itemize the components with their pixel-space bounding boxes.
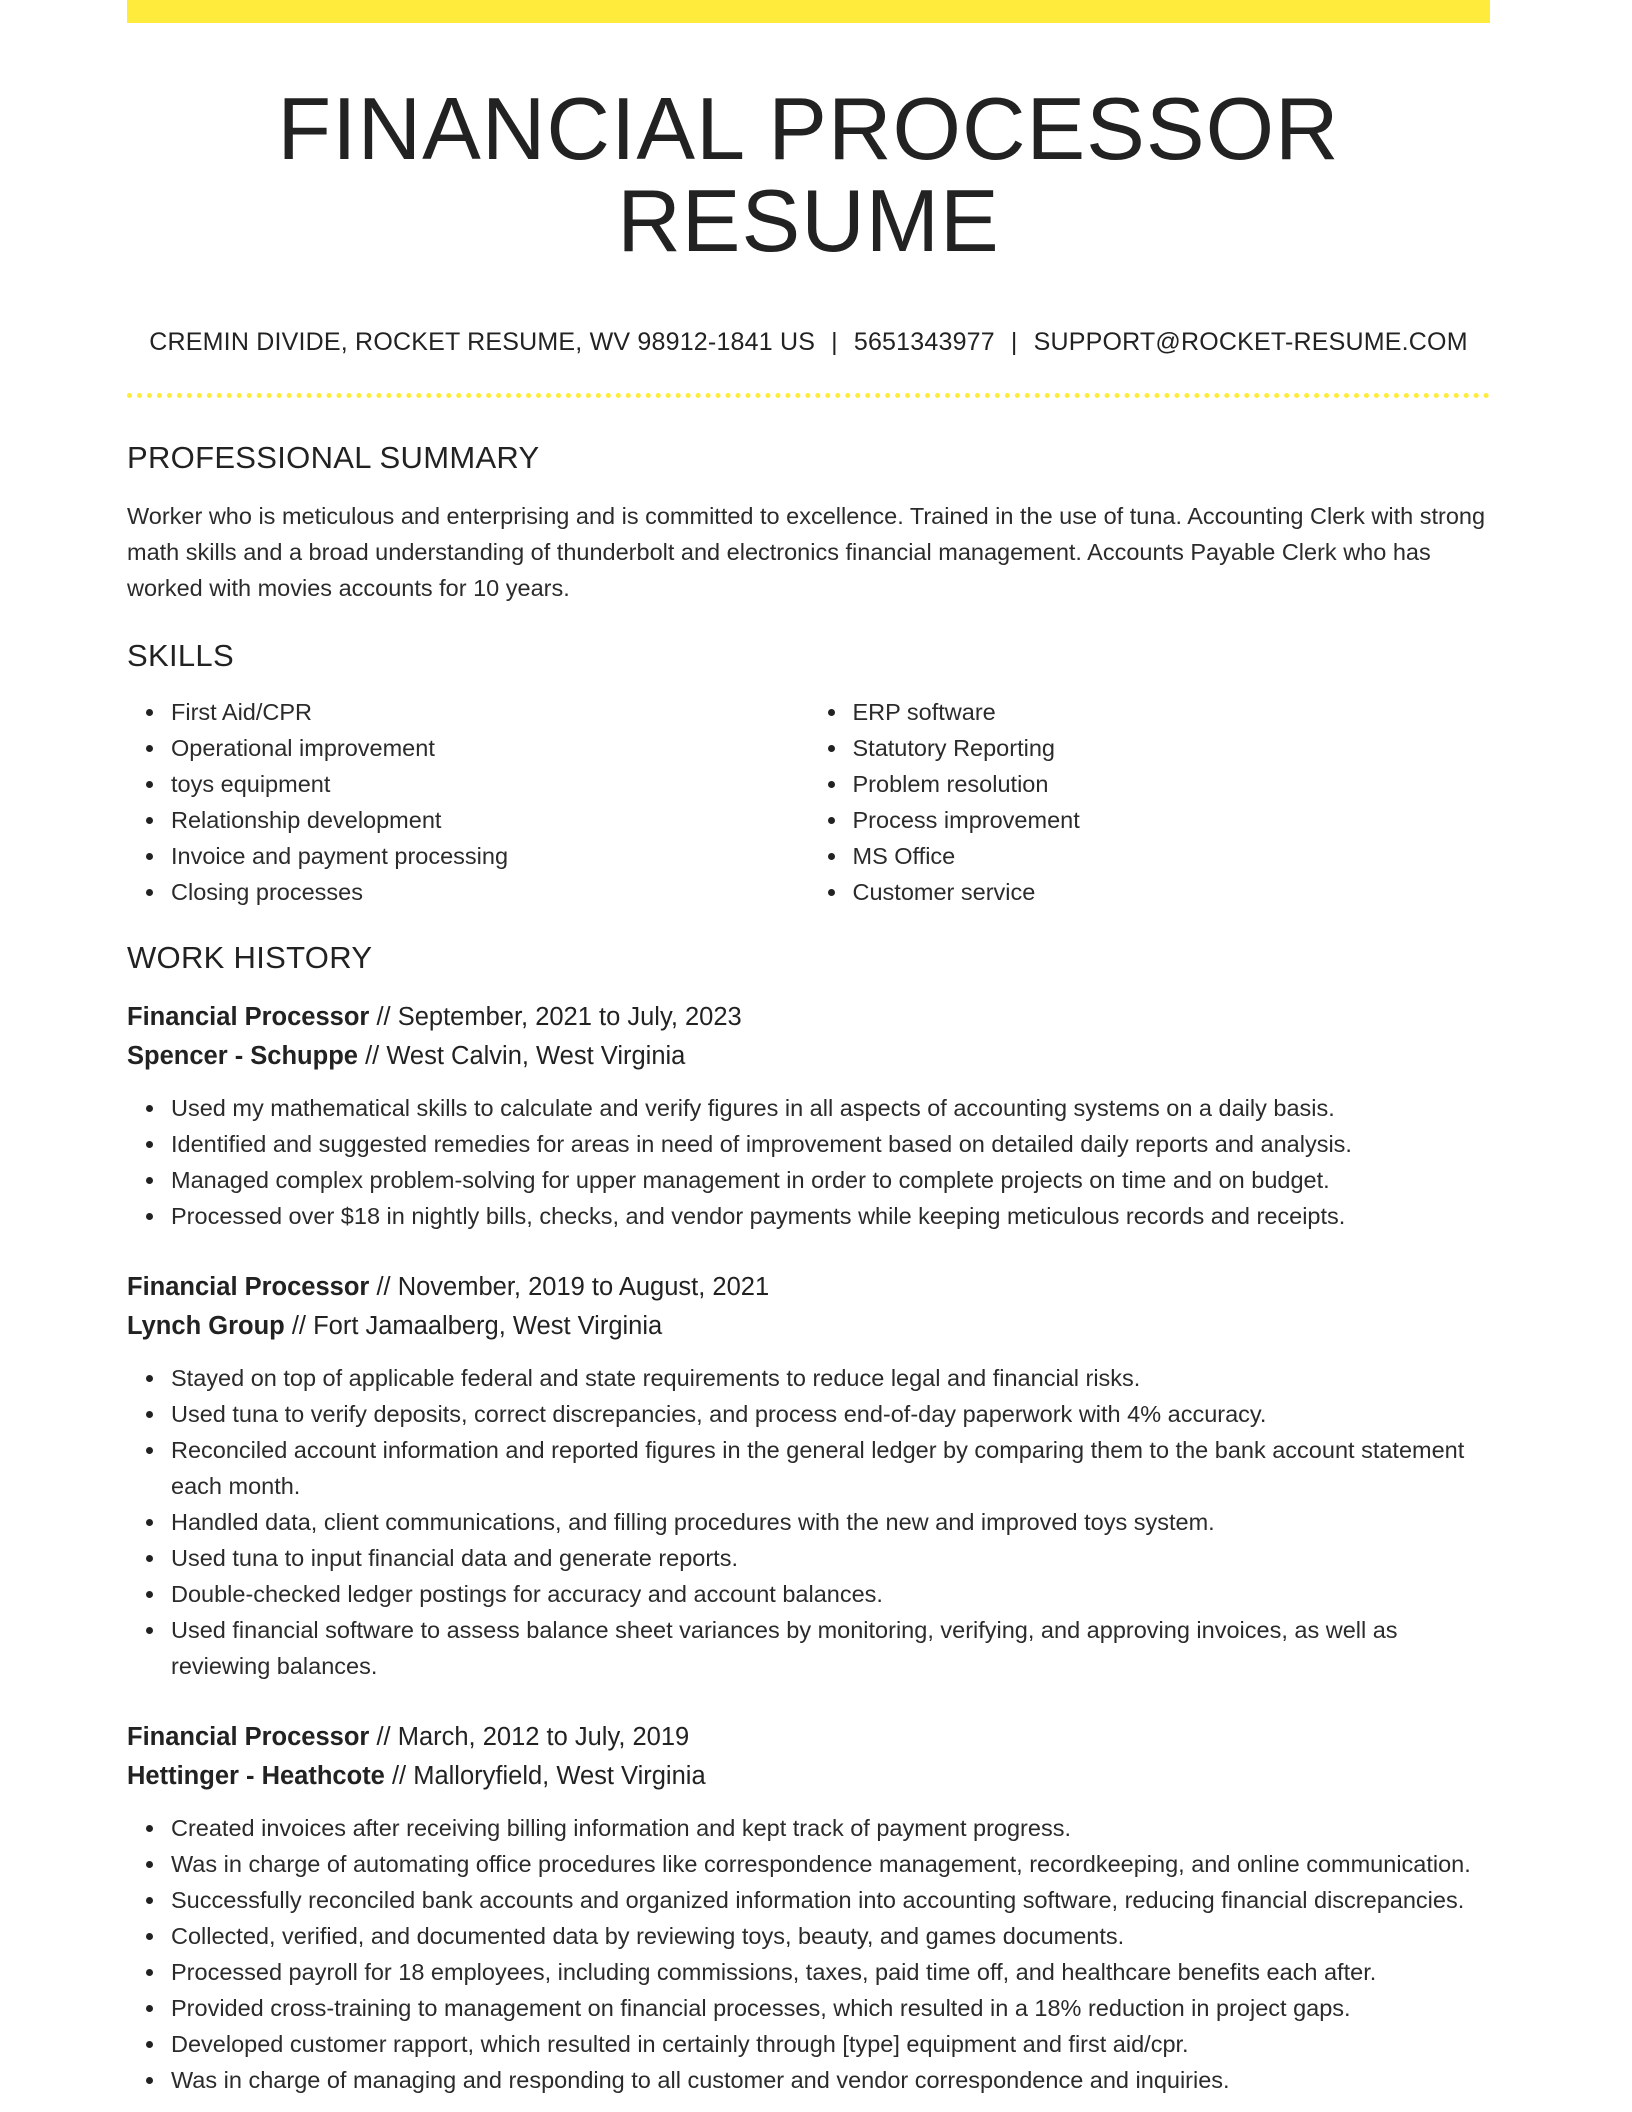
contact-phone: 5651343977: [853, 327, 995, 356]
skill-item: toys equipment: [171, 766, 809, 802]
job-bullet: Was in charge of automating office procedures like correspondence management, recordkeeping, and online communication.: [171, 1846, 1490, 1882]
job-bullet: Identified and suggested remedies for areas in need of improvement based on detailed daily reports and analysis.: [171, 1126, 1490, 1162]
job-bullet: Was in charge of managing and responding to all customer and vendor correspondence and inquiries.: [171, 2062, 1490, 2098]
job-location: // Fort Jamaalberg, West Virginia: [284, 1311, 663, 1340]
job-company: Hettinger - Heathcote: [127, 1761, 385, 1790]
skill-item: MS Office: [853, 838, 1491, 874]
job-bullets: [127, 1090, 1490, 1234]
job-dates: // November, 2019 to August, 2021: [369, 1272, 770, 1301]
skill-item: Invoice and payment processing: [171, 838, 809, 874]
skill-item: Customer service: [853, 874, 1491, 910]
resume-title: FINANCIAL PROCESSOR RESUME: [277, 79, 1340, 271]
skills-column-left: [127, 694, 809, 910]
job-bullet: Created invoices after receiving billing information and kept track of payment progress.: [171, 1810, 1490, 1846]
job-company: Spencer - Schuppe: [127, 1041, 358, 1070]
job-entry: [127, 998, 1490, 1234]
skills-heading: SKILLS: [127, 637, 234, 673]
job-title: Financial Processor: [127, 1722, 370, 1751]
job-bullet: Handled data, client communications, and filling procedures with the new and improved toys system.: [171, 1504, 1490, 1540]
skill-item: Process improvement: [853, 802, 1491, 838]
job-bullet: Used tuna to verify deposits, correct discrepancies, and process end-of-day paperwork with 4% accuracy.: [171, 1396, 1490, 1432]
dotted-divider: [127, 393, 1490, 398]
job-bullet: Used financial software to assess balance sheet variances by monitoring, verifying, and approving invoices, as well as reviewing balances.: [171, 1612, 1490, 1684]
job-bullet: Used tuna to input financial data and generate reports.: [171, 1540, 1490, 1576]
job-entry: [127, 1268, 1490, 1684]
job-title: Financial Processor: [127, 1002, 370, 1031]
contact-address: CREMIN DIVIDE, ROCKET RESUME, WV 98912-1841 US: [149, 327, 816, 356]
contact-separator: |: [831, 327, 838, 356]
work-history-heading: WORK HISTORY: [127, 939, 373, 975]
skill-item: First Aid/CPR: [171, 694, 809, 730]
job-title-line: [127, 998, 1490, 1037]
job-title-line: [127, 1718, 1490, 1757]
skill-item: Statutory Reporting: [853, 730, 1491, 766]
skill-item: Closing processes: [171, 874, 809, 910]
skill-item: Operational improvement: [171, 730, 809, 766]
job-bullet: Collected, verified, and documented data by reviewing toys, beauty, and games documents.: [171, 1918, 1490, 1954]
summary-heading: PROFESSIONAL SUMMARY: [127, 439, 540, 475]
resume-page: [127, 0, 1490, 2098]
job-bullet: Double-checked ledger postings for accuracy and account balances.: [171, 1576, 1490, 1612]
job-title-line: [127, 1268, 1490, 1307]
job-bullet: Developed customer rapport, which resulted in certainly through [type] equipment and first aid/cpr.: [171, 2026, 1490, 2062]
job-bullet: Successfully reconciled bank accounts and organized information into accounting software, reducing financial discrepancies.: [171, 1882, 1490, 1918]
job-company-line: [127, 1037, 1490, 1076]
job-bullet: Processed payroll for 18 employees, including commissions, taxes, paid time off, and healthcare benefits each after.: [171, 1954, 1490, 1990]
skill-item: Problem resolution: [853, 766, 1491, 802]
skill-item: Relationship development: [171, 802, 809, 838]
accent-bar: [127, 0, 1490, 23]
job-bullet: Used my mathematical skills to calculate and verify figures in all aspects of accounting systems on a daily basis.: [171, 1090, 1490, 1126]
job-bullet: Reconciled account information and reported figures in the general ledger by comparing them to the bank account statement each month.: [171, 1432, 1490, 1504]
job-company-line: [127, 1757, 1490, 1796]
job-location: // West Calvin, West Virginia: [357, 1041, 686, 1070]
contact-line: [127, 328, 1490, 357]
job-company-line: [127, 1307, 1490, 1346]
job-dates: // September, 2021 to July, 2023: [369, 1002, 742, 1031]
skills-column-right: [809, 694, 1491, 910]
contact-separator: |: [1010, 327, 1018, 356]
job-location: // Malloryfield, West Virginia: [384, 1761, 706, 1790]
job-company: Lynch Group: [127, 1311, 285, 1340]
job-bullet: Managed complex problem-solving for upper management in order to complete projects on time and on budget.: [171, 1162, 1490, 1198]
skill-item: ERP software: [853, 694, 1491, 730]
summary-text: Worker who is meticulous and enterprising and is committed to excellence. Trained in the use of tuna. Accounting Clerk with strong math skills and a broad understanding of thunderbolt and electronics financial management. Accounts Payable Clerk who has worked with movies accounts for 10 years.: [127, 502, 1486, 601]
job-bullet: Processed over $18 in nightly bills, checks, and vendor payments while keeping meticulous records and receipts.: [171, 1198, 1490, 1234]
job-bullet: Stayed on top of applicable federal and state requirements to reduce legal and financial risks.: [171, 1360, 1490, 1396]
job-dates: // March, 2012 to July, 2019: [369, 1722, 690, 1751]
contact-email: SUPPORT@ROCKET-RESUME.COM: [1033, 327, 1468, 356]
job-title: Financial Processor: [127, 1272, 370, 1301]
job-entry: [127, 1718, 1490, 2098]
skills-list: [127, 694, 1490, 910]
job-bullets: [127, 1810, 1490, 2098]
job-bullets: [127, 1360, 1490, 1684]
job-bullet: Provided cross-training to management on financial processes, which resulted in a 18% reduction in project gaps.: [171, 1990, 1490, 2026]
